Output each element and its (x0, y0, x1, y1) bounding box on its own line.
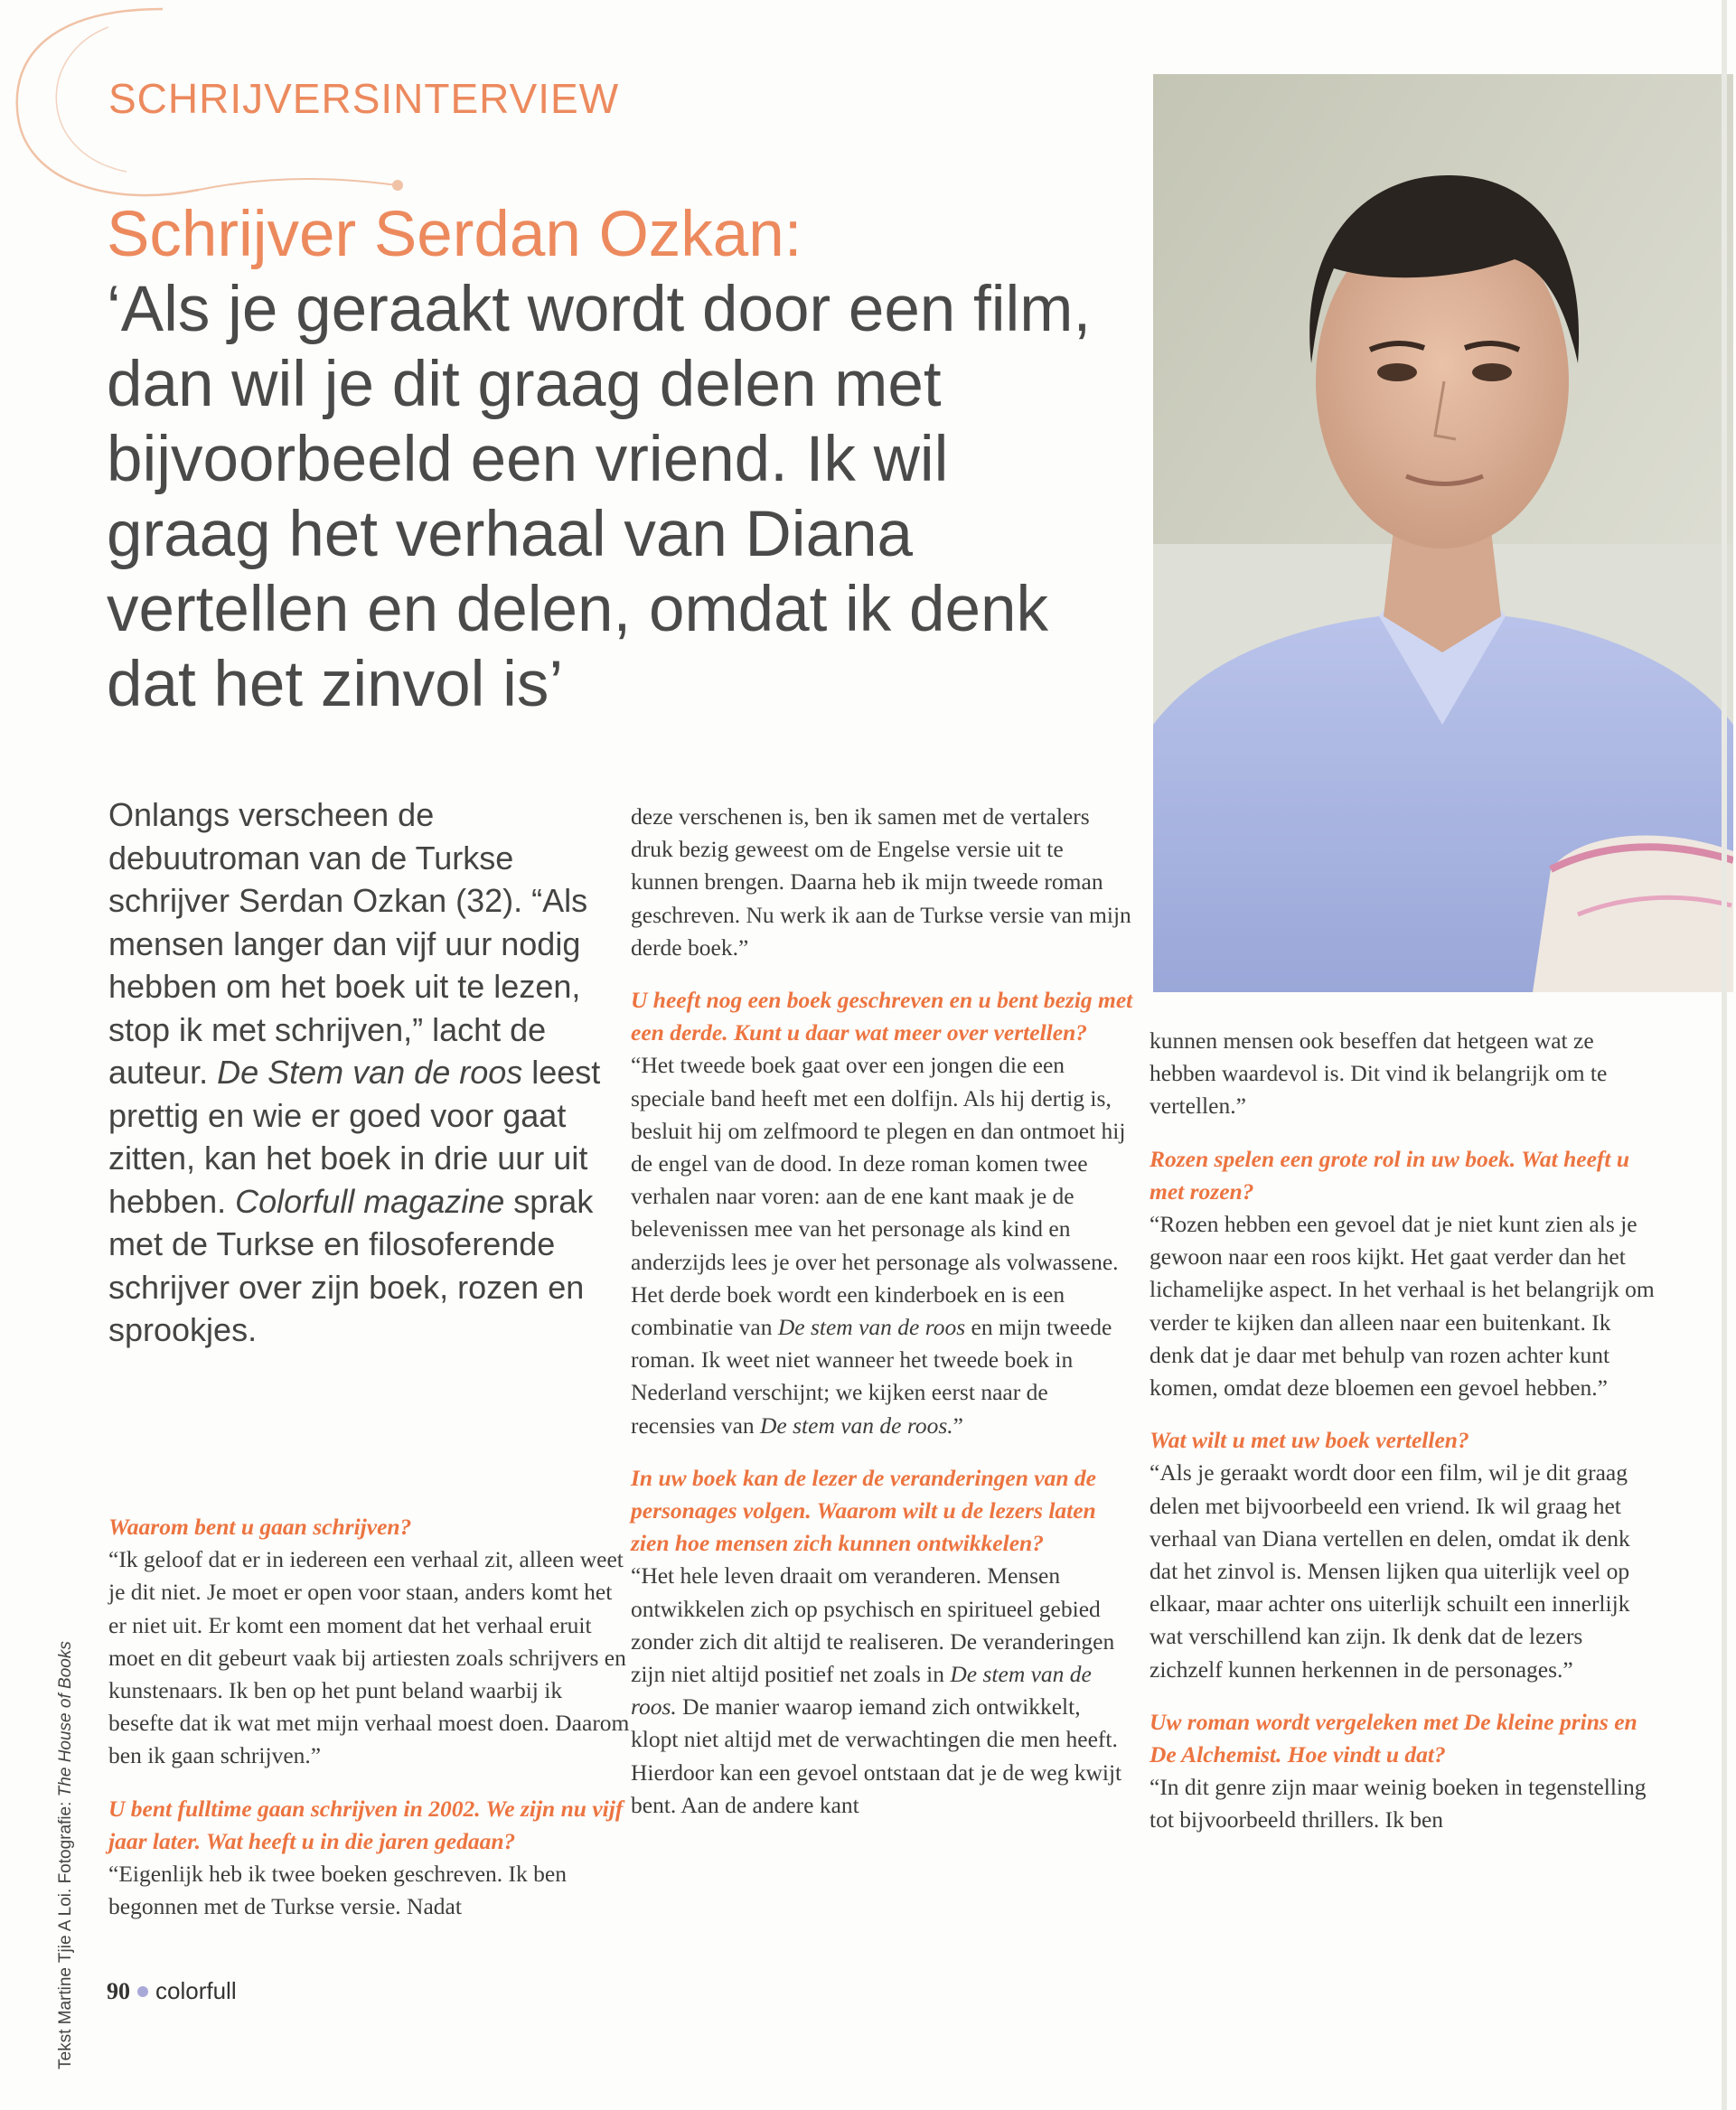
credit-source: The House of Books (56, 1641, 75, 1797)
page-footer (107, 1977, 237, 2005)
credit-text: Tekst Martine Tjie A Loi. Fotografie: (56, 1796, 75, 2069)
page-number: 90 (107, 1977, 130, 2004)
interview-answer: “In dit genre zijn maar weinig boeken in tegenstelling tot bijvoorbeeld thrillers. Ik ben (1150, 1774, 1647, 1833)
intro-text: sprak met de Turkse en filosoferende schrijver over zijn boek, rozen en sprookjes. (108, 1182, 594, 1348)
interview-answer (631, 1560, 1133, 1822)
answer-text: “Het hele leven draait om veranderen. Mensen ontwikkelen zich op psychisch en spiritueel gebied zonder zich dit altijd te realiseren. De veranderingen zijn niet altijd positief net zoals in (631, 1562, 1115, 1688)
interview-answer: deze verschenen is, ben ik samen met de vertalers druk bezig geweest om de Engelse versie uit te kunnen brengen. Daarna heb ik mijn tweede roman geschreven. Nu werk ik aan de Turkse versie van mijn derde boek.” (631, 803, 1131, 961)
page-edge (1722, 0, 1727, 2110)
interview-answer: “Ik geloof dat er in iedereen een verhaal zit, alleen weet je dit niet. Je moet er open voor staan, anders komt het er niet uit. Er komt een moment dat het verhaal eruit moet en dit gebeurt vaak bij artiesten zoals schrijvers en kunstenaars. Ik ben op het punt beland waarbij ik besefte dat ik wat met mijn verhaal moest doen. Daarom ben ik gaan schrijven.” (108, 1546, 630, 1769)
bullet-dot-icon (137, 1986, 148, 1997)
answer-text: De manier waarop iemand zich ontwikkelt, klopt niet altijd met de verwachtingen die men heeft. Hierdoor kan een gevoel ontstaan dat je de weg kwijt bent. Aan de andere kant (631, 1693, 1122, 1818)
interview-answer: “Eigenlijk heb ik twee boeken geschreven. Ik ben begonnen met de Turkse versie. Nadat (108, 1861, 567, 1920)
book-title: De stem van de roos. (760, 1411, 953, 1439)
article-headline (107, 197, 1128, 722)
author-portrait-photo (1153, 74, 1733, 992)
article-intro (108, 793, 615, 1352)
column-2 (631, 801, 1133, 1822)
interview-question: In uw boek kan de lezer de veranderingen van de personages volgen. Waarom wilt u de lezers laten zien hoe mensen zich kunnen ontwikkelen? (631, 1464, 1096, 1557)
answer-text: ” (952, 1411, 963, 1439)
photo-credit (56, 1509, 76, 2069)
intro-book-title: De Stem van de roos (217, 1054, 523, 1091)
answer-text: “Het tweede boek gaat over een jongen die een speciale band heeft met een dolfijn. Als hij dertig is, besluit hij om zelfmoord te plegen en dan ontmoet hij de engel van de dood. In deze roman komen twee verhalen naar voren: aan de ene kant maak je de belevenissen mee van het personage als kind en anderzijds lees je over het personage als volwassene. Het derde boek wordt een kinderboek en is een combinatie van (631, 1052, 1126, 1341)
column-1 (108, 1511, 633, 1923)
book-title: De stem van de roos. (631, 1661, 1092, 1721)
interview-question: Rozen spelen een grote rol in uw boek. Wat heeft u met rozen? (1150, 1145, 1630, 1205)
section-kicker: SCHRIJVERSINTERVIEW (108, 75, 620, 122)
interview-question: Wat wilt u met uw boek vertellen? (1150, 1427, 1469, 1454)
magazine-name: colorfull (155, 1977, 237, 2004)
headline-quote: ‘Als je geraakt wordt door een film, dan wil je dit graag delen met bijvoorbeeld een vriend. Ik wil graag het verhaal van Diana vertellen en delen, omdat ik denk dat het zinvol is’ (107, 274, 1092, 720)
interview-answer: “Rozen hebben een gevoel dat je niet kunt zien als je gewoon naar een roos kijkt. Het gaat verder dan het lichamelijke aspect. In het verhaal is het belangrijk om verder te kijken dan alleen naar een buitenkant. Ik denk dat je daar met behulp van rozen achter kunt komen, omdat deze bloemen een gevoel hebben.” (1150, 1211, 1655, 1402)
book-title: De stem van de roos (777, 1314, 966, 1341)
interview-question: U heeft nog een boek geschreven en u bent bezig met een derde. Kunt u daar wat meer over vertellen? (631, 987, 1133, 1046)
interview-question: Waarom bent u gaan schrijven? (108, 1514, 412, 1540)
headline-name: Schrijver Serdan Ozkan: (107, 199, 802, 270)
interview-answer (631, 1049, 1133, 1441)
intro-text: Onlangs verscheen de debuutroman van de Turkse schrijver Serdan Ozkan (32). “Als mensen langer dan vijf uur nodig hebben om het boek uit te lezen, stop ik met schrijven,” lacht de auteur. (108, 796, 588, 1091)
column-3 (1150, 1025, 1656, 1837)
answer-text: en mijn tweede roman. Ik weet niet wanneer het tweede boek in Nederland verschijnt; we kijken eerst naar de recensies van (631, 1314, 1112, 1439)
intro-text: leest prettig en wie er goed voor gaat zitten, kan het boek in drie uur uit hebben. (108, 1054, 601, 1220)
interview-answer: kunnen mensen ook beseffen dat hetgeen wat ze hebben waardevol is. Dit vind ik belangrijk om te vertellen.” (1150, 1027, 1608, 1120)
interview-question: Uw roman wordt vergeleken met De kleine prins en De Alchemist. Hoe vindt u dat? (1150, 1708, 1637, 1768)
intro-magazine-name: Colorfull magazine (235, 1182, 505, 1220)
interview-question: U bent fulltime gaan schrijven in 2002. We zijn nu vijf jaar later. Wat heeft u in die jaren gedaan? (108, 1795, 624, 1854)
interview-answer: “Als je geraakt wordt door een film, wil je dit graag delen met bijvoorbeeld een vriend. Ik wil graag het verhaal van Diana vertellen en delen, omdat ik denk dat het zinvol is. Mensen lijken qua uiterlijk veel op elkaar, maar achter ons uiterlijk schuilt een innerlijk wat verschillend kan zijn. Ik denk dat de lezers zichzelf kunnen herkennen in de personages.” (1150, 1459, 1630, 1683)
